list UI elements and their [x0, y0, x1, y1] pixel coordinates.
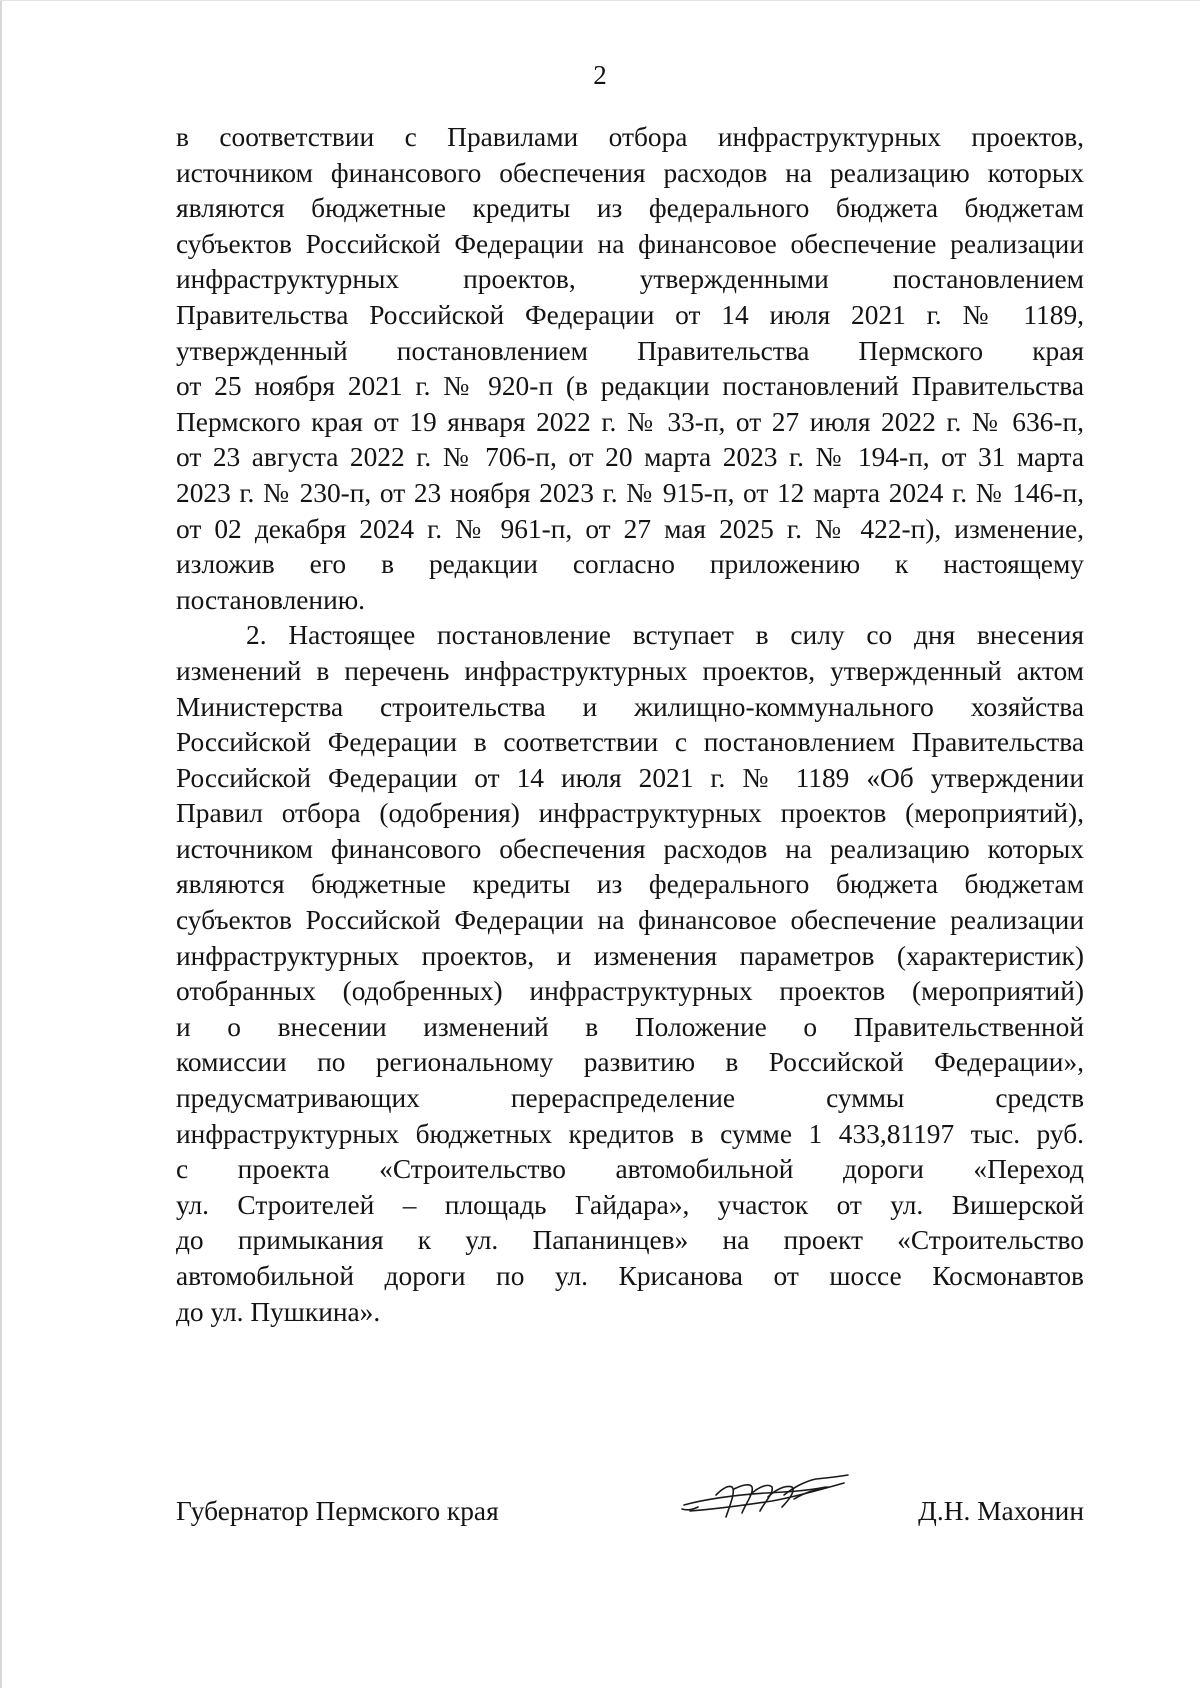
text-line: в соответствии с Правилами отбора инфраструктурных проектов,: [176, 122, 1084, 152]
signatory-position: Губернатор Пермского края: [176, 1496, 499, 1526]
text-line: инфраструктурных проектов, и изменения параметров (характеристик): [176, 940, 1084, 971]
paragraph-2: [176, 618, 1084, 1330]
text-line: источником финансового обеспечения расходов на реализацию которых: [176, 833, 1084, 864]
text-line: Пермского края от 19 января 2022 г. № 33-п, от 27 июля 2022 г. № 636-п,: [176, 406, 1084, 437]
text-line: изменений в перечень инфраструктурных проектов, утвержденный актом: [176, 655, 1084, 686]
text-line: отобранных (одобренных) инфраструктурных проектов (мероприятий): [176, 976, 1084, 1007]
text-line: являются бюджетные кредиты из федерального бюджета бюджетам: [176, 193, 1084, 224]
page-number: 2: [593, 60, 607, 90]
text-line: изложив его в редакции согласно приложению к настоящему: [176, 549, 1084, 580]
text-line: постановлению.: [176, 584, 366, 615]
text-line: инфраструктурных проектов, утвержденными постановлением: [176, 264, 1084, 295]
text-line: Правительства Российской Федерации от 14 июля 2021 г. № 1189,: [176, 299, 1084, 330]
paragraph-1: [176, 120, 1084, 618]
text-line: Российской Федерации в соответствии с постановлением Правительства: [176, 727, 1084, 758]
handwritten-signature-icon: [676, 1465, 856, 1535]
text-line: 2. Настоящее постановление вступает в силу со дня внесения: [246, 620, 1084, 651]
text-line: инфраструктурных бюджетных кредитов в сумме 1 433,81197 тыс. руб.: [176, 1118, 1084, 1149]
text-line: от 23 августа 2022 г. № 706-п, от 20 марта 2023 г. № 194-п, от 31 марта: [176, 442, 1084, 473]
signature-block: [176, 1493, 1084, 1533]
scan-edge-top: [0, 0, 1200, 1]
text-line: с проекта «Строительство автомобильной дороги «Переход: [176, 1154, 1084, 1185]
scan-edge-left: [0, 0, 2, 1688]
text-line: являются бюджетные кредиты из федерального бюджета бюджетам: [176, 869, 1084, 900]
text-line: Правил отбора (одобрения) инфраструктурных проектов (мероприятий),: [176, 798, 1084, 829]
text-line: комиссии по региональному развитию в Российской Федерации»,: [176, 1047, 1084, 1078]
text-line: субъектов Российской Федерации на финансовое обеспечение реализации: [176, 228, 1084, 259]
text-line: предусматривающих перераспределение суммы средств: [176, 1083, 1084, 1114]
signatory-name: Д.Н. Махонин: [918, 1496, 1084, 1526]
text-line: от 25 ноября 2021 г. № 920-п (в редакции постановлений Правительства: [176, 371, 1084, 402]
text-line: от 02 декабря 2024 г. № 961-п, от 27 мая 2025 г. № 422-п), изменение,: [176, 513, 1084, 544]
text-line: 2023 г. № 230-п, от 23 ноября 2023 г. № 915-п, от 12 марта 2024 г. № 146-п,: [176, 477, 1084, 508]
document-body: [176, 120, 1084, 1330]
text-line: Российской Федерации от 14 июля 2021 г. № 1189 «Об утверждении: [176, 762, 1084, 793]
text-line: до ул. Пушкина».: [176, 1296, 381, 1327]
text-line: субъектов Российской Федерации на финансовое обеспечение реализации: [176, 905, 1084, 936]
text-line: ул. Строителей – площадь Гайдара», участок от ул. Вишерской: [176, 1189, 1084, 1220]
text-line: утвержденный постановлением Правительства Пермского края: [176, 335, 1084, 366]
text-line: и о внесении изменений в Положение о Правительственной: [176, 1011, 1084, 1042]
text-line: источником финансового обеспечения расходов на реализацию которых: [176, 157, 1084, 188]
text-line: Министерства строительства и жилищно-коммунального хозяйства: [176, 691, 1084, 722]
text-line: до примыкания к ул. Папанинцев» на проект «Строительство: [176, 1225, 1084, 1256]
text-line: автомобильной дороги по ул. Крисанова от шоссе Космонавтов: [176, 1261, 1084, 1291]
